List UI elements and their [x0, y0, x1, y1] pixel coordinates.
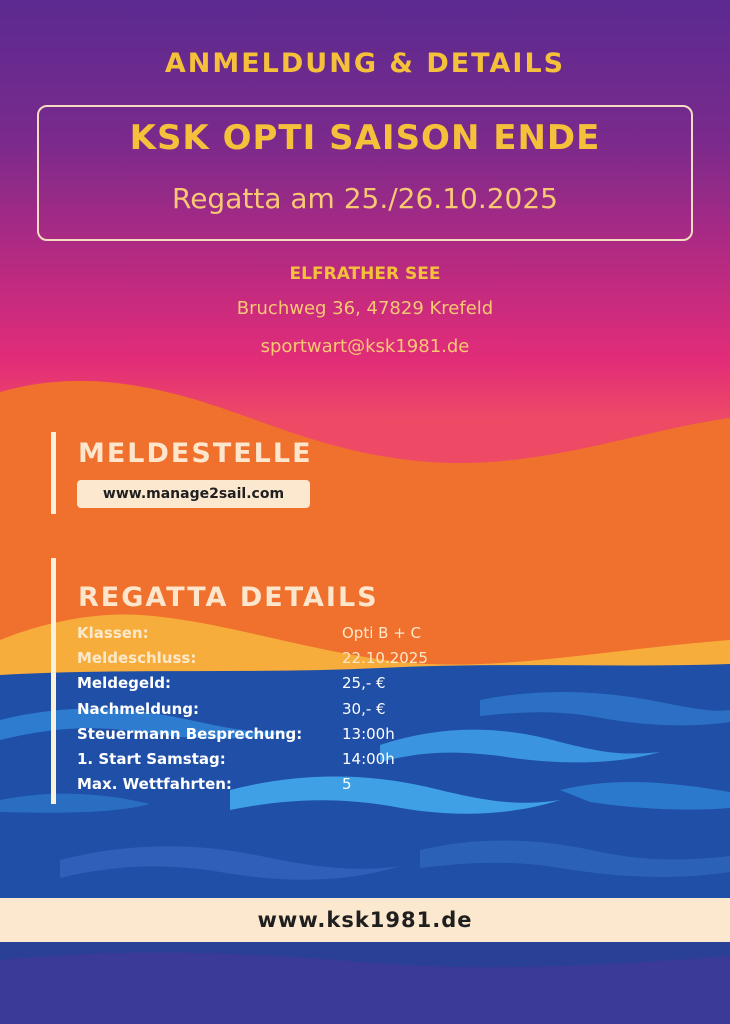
detail-row-start	[77, 750, 497, 775]
details-list	[77, 624, 497, 800]
detail-label: Meldeschluss:	[77, 649, 197, 668]
detail-label: Max. Wettfahrten:	[77, 775, 232, 794]
event-title: KSK OPTI SAISON ENDE	[129, 118, 601, 158]
detail-label: Meldegeld:	[77, 674, 171, 693]
detail-label: Nachmeldung:	[77, 699, 200, 718]
detail-label: Steuermann Besprechung:	[77, 724, 303, 743]
detail-value: 30,- €	[342, 699, 386, 718]
meldestelle-accent-bar	[51, 432, 56, 514]
details-accent-bar	[51, 558, 56, 804]
detail-value: 13:00h	[342, 724, 395, 743]
detail-row-klassen	[77, 624, 497, 649]
detail-row-wettfahrten	[77, 775, 497, 800]
details-heading: REGATTA DETAILS	[78, 582, 379, 613]
detail-row-besprechung	[77, 725, 497, 750]
website-link[interactable]: www.ksk1981.de	[257, 908, 473, 932]
detail-value: Opti B + C	[342, 624, 422, 642]
detail-label: Klassen:	[77, 624, 149, 642]
detail-value: 14:00h	[342, 749, 395, 768]
venue-address: Bruchweg 36, 47829 Krefeld	[236, 298, 494, 319]
detail-value: 25,- €	[342, 674, 386, 693]
meldestelle-heading: MELDESTELLE	[78, 438, 313, 469]
contact-email[interactable]: sportwart@ksk1981.de	[260, 336, 470, 357]
venue-name: ELFRATHER SEE	[289, 264, 441, 284]
detail-value: 5	[342, 775, 352, 794]
event-date: Regatta am 25./26.10.2025	[172, 182, 558, 215]
detail-value: 22.10.2025	[342, 649, 428, 668]
detail-row-meldegeld	[77, 674, 497, 699]
detail-row-meldeschluss	[77, 649, 497, 674]
footer-banner	[0, 898, 730, 942]
kicker-heading: ANMELDUNG & DETAILS	[164, 48, 566, 79]
detail-row-nachmeldung	[77, 700, 497, 725]
detail-label: 1. Start Samstag:	[77, 749, 226, 768]
registration-link[interactable]: www.manage2sail.com	[102, 486, 285, 502]
registration-link-pill[interactable]	[77, 480, 310, 508]
